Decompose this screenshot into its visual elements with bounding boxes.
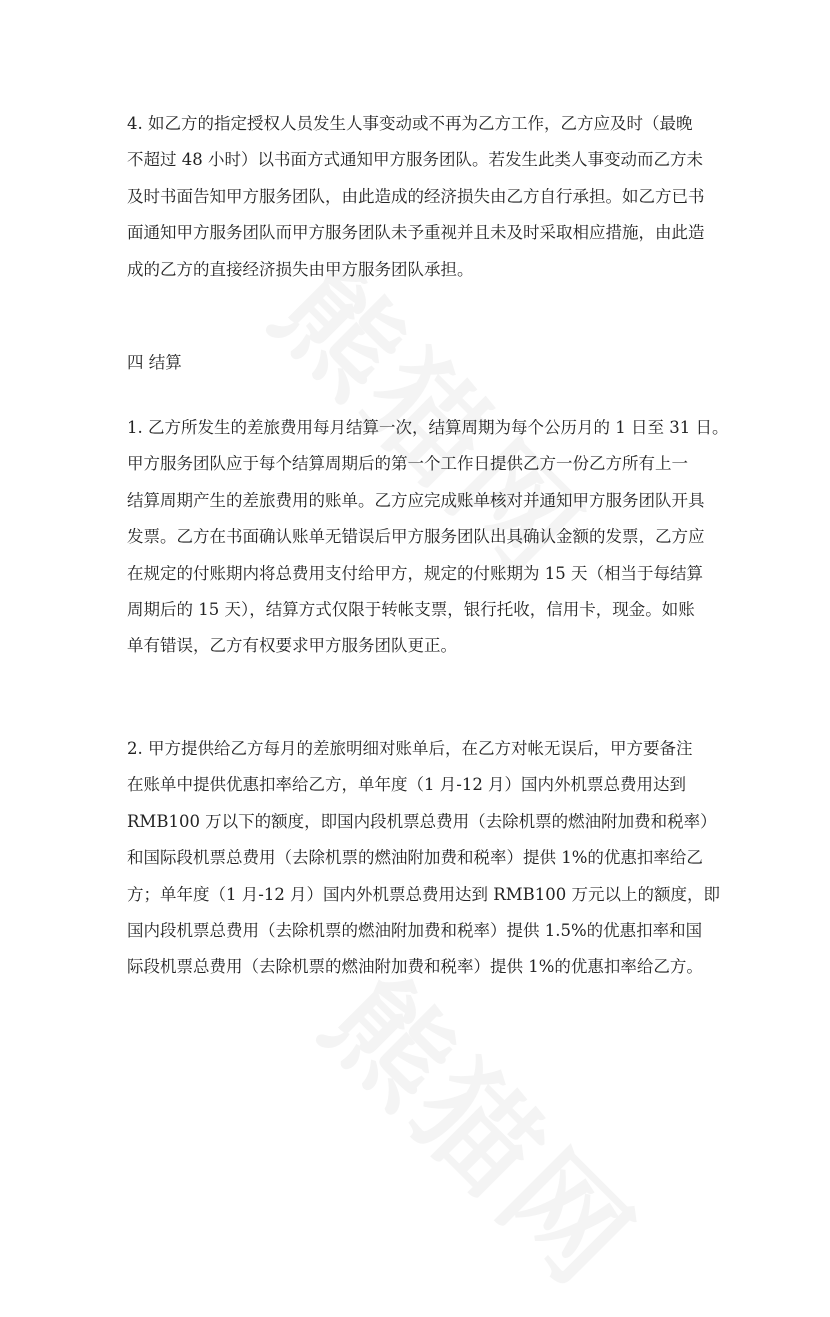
paragraph-settlement-cycle <box>127 410 729 665</box>
text-line: 和国际段机票总费用（去除机票的燃油附加费和税率）提供 1%的优惠扣率给乙 <box>127 848 703 868</box>
text-line: 周期后的 15 天），结算方式仅限于转帐支票，银行托收，信用卡，现金。如账 <box>127 600 695 620</box>
text-line: 单有错误，乙方有权要求甲方服务团队更正。 <box>127 636 457 656</box>
text-line: RMB100 万以下的额度，即国内段机票总费用（去除机票的燃油附加费和税率） <box>127 811 717 831</box>
watermark <box>294 933 677 1316</box>
text-line: 1. 乙方所发生的差旅费用每月结算一次，结算周期为每个公历月的 1 日至 31 日。 <box>127 418 729 437</box>
text-line: 不超过 48 小时）以书面方式通知甲方服务团队。若发生此类人事变动而乙方未 <box>127 150 703 170</box>
paragraph-personnel-change <box>127 106 717 288</box>
text-line: 及时书面告知甲方服务团队，由此造成的经济损失由乙方自行承担。如乙方已书 <box>127 186 705 206</box>
text-line: 甲方服务团队应于每个结算周期后的第一个工作日提供乙方一份乙方所有上一 <box>127 454 688 474</box>
text-line: 结算周期产生的差旅费用的账单。乙方应完成账单核对并通知甲方服务团队开具 <box>127 490 705 510</box>
text-line: 面通知甲方服务团队而甲方服务团队未予重视并且未及时采取相应措施，由此造 <box>127 223 705 243</box>
section-heading: 四 结算 <box>127 353 182 372</box>
text-line: 在账单中提供优惠扣率给乙方，单年度（1 月-12 月）国内外机票总费用达到 <box>127 775 687 795</box>
text-line: 在规定的付账期内将总费用支付给甲方，规定的付账期为 15 天（相当于每结算 <box>127 563 703 583</box>
text-line: 2. 甲方提供给乙方每月的差旅明细对账单后，在乙方对帐无误后，甲方要备注 <box>127 739 693 758</box>
text-line: 国内段机票总费用（去除机票的燃油附加费和税率）提供 1.5%的优惠扣率和国 <box>127 921 703 941</box>
text-line: 际段机票总费用（去除机票的燃油附加费和税率）提供 1%的优惠扣率给乙方。 <box>127 957 703 977</box>
text-line: 4. 如乙方的指定授权人员发生人事变动或不再为乙方工作，乙方应及时（最晚 <box>127 114 693 133</box>
text-line: 发票。乙方在书面确认账单无错误后甲方服务团队出具确认金额的发票，乙方应 <box>127 527 705 547</box>
section-heading-settlement <box>127 345 717 381</box>
paragraph-discount-rate <box>127 731 720 986</box>
text-line: 成的乙方的直接经济损失由甲方服务团队承担。 <box>127 259 474 279</box>
text-line: 方；单年度（1 月-12 月）国内外机票总费用达到 RMB100 万元以上的额度，即 <box>127 884 720 904</box>
